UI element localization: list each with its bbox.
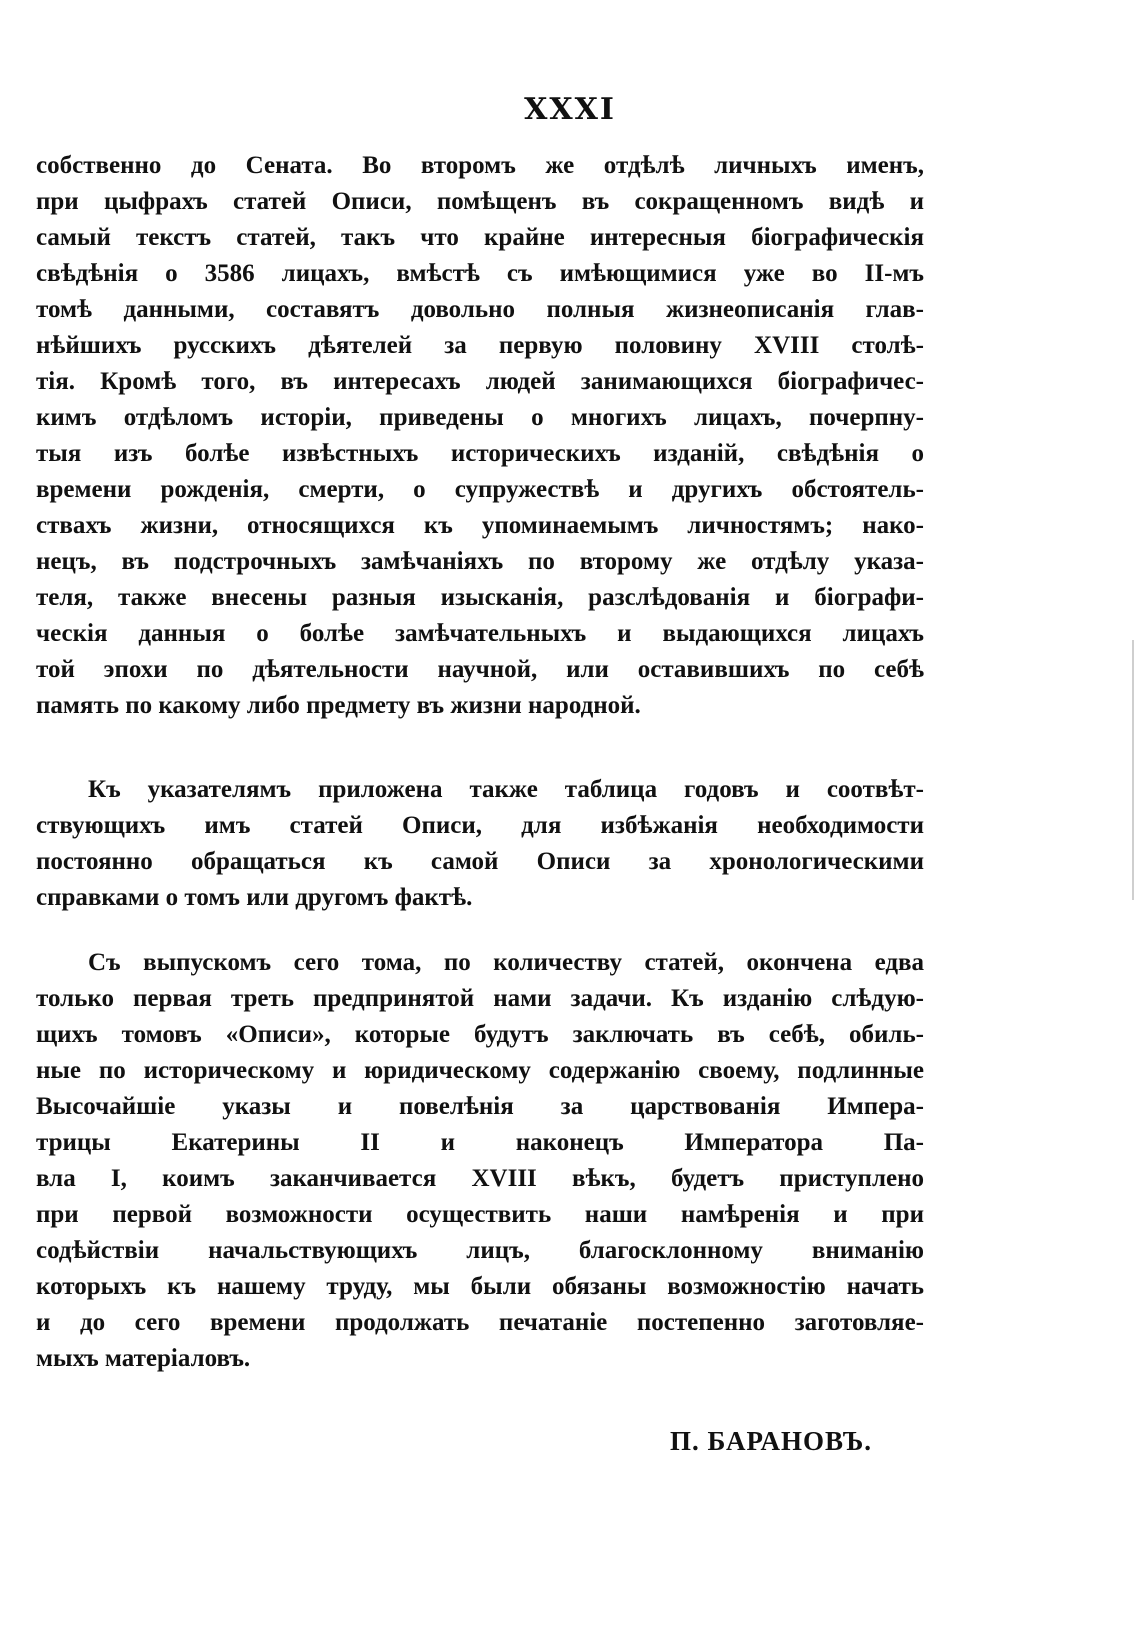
text-line: ные по историческому и юридическому содержанію своему, подлинные [36,1057,924,1084]
text-line: щихъ томовъ «Описи», которые будутъ заключать въ себѣ, обиль- [36,1021,924,1048]
text-line: свѣдѣнія о 3586 лицахъ, вмѣстѣ съ имѣющимися уже во II-мъ [36,260,924,287]
text-line: тыя изъ болѣе извѣстныхъ историческихъ изданій, свѣдѣнія о [36,440,924,467]
text-line: ствахъ жизни, относящихся къ упоминаемымъ личностямъ; нако- [36,512,924,539]
text-line: постоянно обращаться къ самой Описи за хронологическими [36,848,924,875]
scan-edge-mark [1132,640,1134,900]
text-line: только первая треть предпринятой нами задачи. Къ изданію слѣдую- [36,985,924,1012]
text-line: кимъ отдѣломъ исторіи, приведены о многихъ лицахъ, почерпну- [36,404,924,431]
text-line: той эпохи по дѣятельности научной, или оставившихъ по себѣ [36,656,924,683]
text-line: при цыфрахъ статей Описи, помѣщенъ въ сокращенномъ видѣ и [36,188,924,215]
text-line: нѣйшихъ русскихъ дѣятелей за первую половину XVIII столѣ- [36,332,924,359]
text-line: времени рожденія, смерти, о супружествѣ и другихъ обстоятель- [36,476,924,503]
text-line: ствующихъ имъ статей Описи, для избѣжанія необходимости [36,812,924,839]
text-line: самый текстъ статей, такъ что крайне интересныя біографическія [36,224,924,251]
paragraph-1 [36,148,924,724]
paragraph-3 [36,945,924,1377]
text-line: Къ указателямъ приложена также таблица годовъ и соотвѣт- [88,776,924,803]
text-line: теля, также внесены разныя изысканія, разслѣдованія и біографи- [36,584,924,611]
text-line: вла I, коимъ заканчивается XVIII вѣкъ, будетъ приступлено [36,1165,924,1192]
text-line: и до сего времени продолжать печатаніе постепенно заготовляе- [36,1309,924,1336]
text-line: собственно до Сената. Во второмъ же отдѣлѣ личныхъ именъ, [36,152,924,179]
signature: П. БАРАНОВЪ. [670,1426,873,1456]
text-line: которыхъ къ нашему труду, мы были обязаны возможностію начать [36,1273,924,1300]
text-line: справками о томъ или другомъ фактѣ. [36,884,473,911]
text-line: Высочайшіе указы и повелѣнія за царствованія Импера- [36,1093,924,1120]
text-line: томѣ данными, составятъ довольно полныя жизнеописанія глав- [36,296,924,323]
text-line: при первой возможности осуществить наши намѣренія и при [36,1201,924,1228]
text-line: память по какому либо предмету въ жизни народной. [36,692,641,719]
text-line: содѣйствіи начальствующихъ лицъ, благосклонному вниманію [36,1237,924,1264]
page-number: XXXI [524,92,616,127]
text-line: ческія данныя о болѣе замѣчательныхъ и выдающихся лицахъ [36,620,924,647]
text-line: трицы Екатерины II и наконецъ Императора Па- [36,1129,924,1156]
text-line: тія. Кромѣ того, въ интересахъ людей занимающихся біографичес- [36,368,924,395]
paragraph-2 [36,772,924,916]
text-line: Съ выпускомъ сего тома, по количеству статей, окончена едва [88,949,924,976]
text-line: мыхъ матеріаловъ. [36,1345,251,1372]
text-line: нецъ, въ подстрочныхъ замѣчаніяхъ по второму же отдѣлу указа- [36,548,924,575]
